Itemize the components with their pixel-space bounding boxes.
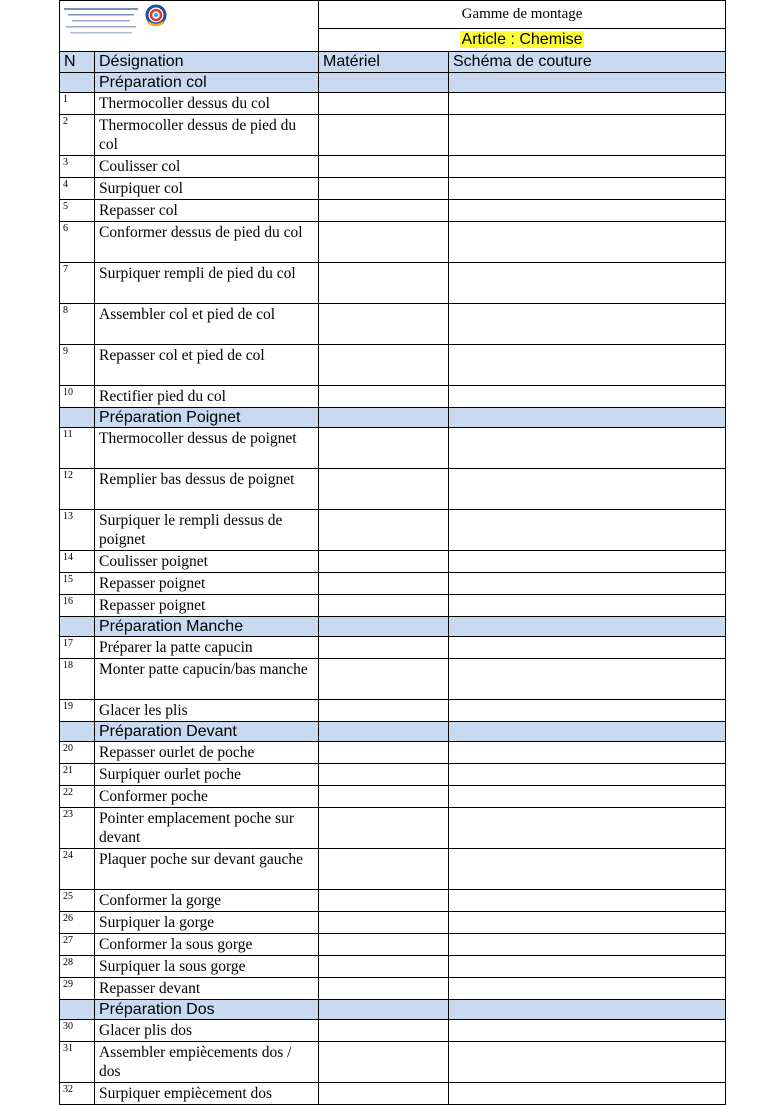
operation-row [60, 222, 726, 263]
operation-schema-cell [449, 742, 726, 764]
operation-materiel-cell [319, 1083, 449, 1105]
section-materiel [319, 722, 449, 742]
operation-row [60, 573, 726, 595]
operation-materiel-cell [319, 956, 449, 978]
operation-schema-cell [449, 386, 726, 408]
section-schema [449, 1000, 726, 1020]
operation-designation: Surpiquer le rempli dessus de poignet [95, 510, 319, 551]
operation-designation: Glacer les plis [95, 700, 319, 722]
operation-materiel-cell [319, 849, 449, 890]
operation-schema-cell [449, 808, 726, 849]
ofppt-logo-icon [60, 2, 188, 50]
operation-row [60, 849, 726, 890]
operation-number: 17 [60, 637, 95, 659]
operation-number: 24 [60, 849, 95, 890]
operation-number: 14 [60, 551, 95, 573]
header-title-row [60, 1, 726, 29]
operation-schema-cell [449, 156, 726, 178]
section-header-row [60, 1000, 726, 1020]
operation-number: 10 [60, 386, 95, 408]
section-spacer [60, 408, 95, 428]
operation-materiel-cell [319, 595, 449, 617]
operation-number: 26 [60, 912, 95, 934]
operation-materiel-cell [319, 263, 449, 304]
col-header-schema: Schéma de couture [449, 52, 726, 73]
section-title: Préparation Poignet [95, 408, 319, 428]
section-spacer [60, 73, 95, 93]
operation-number: 15 [60, 573, 95, 595]
operation-designation: Repasser poignet [95, 573, 319, 595]
operation-materiel-cell [319, 700, 449, 722]
col-header-n: N [60, 52, 95, 73]
operation-materiel-cell [319, 786, 449, 808]
operation-schema-cell [449, 978, 726, 1000]
operation-designation: Rectifier pied du col [95, 386, 319, 408]
operation-materiel-cell [319, 573, 449, 595]
operation-designation: Surpiquer rempli de pied du col [95, 263, 319, 304]
assembly-table [59, 0, 726, 1105]
operation-schema-cell [449, 595, 726, 617]
operation-schema-cell [449, 93, 726, 115]
section-header-row [60, 722, 726, 742]
operation-number: 30 [60, 1020, 95, 1042]
operation-number: 29 [60, 978, 95, 1000]
operation-designation: Surpiquer la sous gorge [95, 956, 319, 978]
section-title: Préparation Dos [95, 1000, 319, 1020]
operation-materiel-cell [319, 386, 449, 408]
operation-materiel-cell [319, 428, 449, 469]
operation-schema-cell [449, 469, 726, 510]
column-header-row [60, 52, 726, 73]
operation-designation: Surpiquer empiècement dos [95, 1083, 319, 1105]
operation-materiel-cell [319, 742, 449, 764]
section-spacer [60, 617, 95, 637]
operation-row [60, 934, 726, 956]
operation-row [60, 956, 726, 978]
operation-materiel-cell [319, 934, 449, 956]
col-header-designation: Désignation [95, 52, 319, 73]
operation-row [60, 200, 726, 222]
operation-row [60, 978, 726, 1000]
operation-schema-cell [449, 263, 726, 304]
operation-row [60, 178, 726, 200]
operation-row [60, 156, 726, 178]
operation-row [60, 115, 726, 156]
operation-schema-cell [449, 573, 726, 595]
section-materiel [319, 1000, 449, 1020]
section-schema [449, 617, 726, 637]
operation-number: 5 [60, 200, 95, 222]
operation-designation: Monter patte capucin/bas manche [95, 659, 319, 700]
operation-row [60, 808, 726, 849]
operation-schema-cell [449, 510, 726, 551]
section-spacer [60, 722, 95, 742]
operation-designation: Conformer poche [95, 786, 319, 808]
operation-number: 31 [60, 1042, 95, 1083]
ofppt-logo [60, 2, 188, 50]
operation-materiel-cell [319, 222, 449, 263]
operation-number: 27 [60, 934, 95, 956]
operation-row [60, 304, 726, 345]
operation-materiel-cell [319, 345, 449, 386]
operation-designation: Coulisser col [95, 156, 319, 178]
operation-designation: Remplier bas dessus de poignet [95, 469, 319, 510]
section-title: Préparation col [95, 73, 319, 93]
operation-number: 32 [60, 1083, 95, 1105]
operation-schema-cell [449, 912, 726, 934]
operation-row [60, 700, 726, 722]
operation-materiel-cell [319, 1042, 449, 1083]
operation-row [60, 764, 726, 786]
operation-row [60, 595, 726, 617]
operation-number: 16 [60, 595, 95, 617]
operation-number: 28 [60, 956, 95, 978]
col-header-materiel: Matériel [319, 52, 449, 73]
operation-designation: Surpiquer ourlet poche [95, 764, 319, 786]
operation-row [60, 1042, 726, 1083]
operation-row [60, 93, 726, 115]
article-label: Article : Chemise [461, 30, 583, 48]
operation-number: 2 [60, 115, 95, 156]
section-title: Préparation Manche [95, 617, 319, 637]
operation-schema-cell [449, 304, 726, 345]
section-materiel [319, 617, 449, 637]
operation-designation: Assembler col et pied de col [95, 304, 319, 345]
operation-materiel-cell [319, 764, 449, 786]
operation-number: 9 [60, 345, 95, 386]
section-header-row [60, 73, 726, 93]
operation-number: 19 [60, 700, 95, 722]
operation-number: 12 [60, 469, 95, 510]
operation-designation: Assembler empiècements dos / dos [95, 1042, 319, 1083]
operation-number: 18 [60, 659, 95, 700]
operation-schema-cell [449, 345, 726, 386]
section-header-row [60, 617, 726, 637]
operation-number: 7 [60, 263, 95, 304]
operation-materiel-cell [319, 510, 449, 551]
operation-materiel-cell [319, 469, 449, 510]
operation-materiel-cell [319, 115, 449, 156]
operation-schema-cell [449, 551, 726, 573]
operation-materiel-cell [319, 200, 449, 222]
operation-schema-cell [449, 659, 726, 700]
operation-schema-cell [449, 637, 726, 659]
operation-materiel-cell [319, 978, 449, 1000]
section-materiel [319, 408, 449, 428]
operation-schema-cell [449, 1020, 726, 1042]
operation-designation: Repasser ourlet de poche [95, 742, 319, 764]
operation-row [60, 890, 726, 912]
operation-materiel-cell [319, 156, 449, 178]
operation-materiel-cell [319, 551, 449, 573]
section-schema [449, 73, 726, 93]
operation-schema-cell [449, 1042, 726, 1083]
operation-designation: Thermocoller dessus de poignet [95, 428, 319, 469]
operation-schema-cell [449, 428, 726, 469]
operation-number: 20 [60, 742, 95, 764]
operation-row [60, 551, 726, 573]
operation-row [60, 469, 726, 510]
operation-materiel-cell [319, 637, 449, 659]
operation-row [60, 428, 726, 469]
operation-designation: Plaquer poche sur devant gauche [95, 849, 319, 890]
operation-row [60, 786, 726, 808]
operation-designation: Préparer la patte capucin [95, 637, 319, 659]
operation-schema-cell [449, 200, 726, 222]
operation-number: 13 [60, 510, 95, 551]
section-title: Préparation Devant [95, 722, 319, 742]
operation-schema-cell [449, 956, 726, 978]
operation-designation: Pointer emplacement poche sur devant [95, 808, 319, 849]
operation-designation: Repasser col [95, 200, 319, 222]
operation-number: 4 [60, 178, 95, 200]
operation-designation: Surpiquer col [95, 178, 319, 200]
operation-row [60, 1020, 726, 1042]
operation-materiel-cell [319, 304, 449, 345]
operation-row [60, 263, 726, 304]
operation-number: 11 [60, 428, 95, 469]
operation-schema-cell [449, 786, 726, 808]
operation-designation: Conformer la sous gorge [95, 934, 319, 956]
document-title: Gamme de montage [319, 1, 726, 29]
operation-number: 22 [60, 786, 95, 808]
operation-designation: Surpiquer la gorge [95, 912, 319, 934]
operation-materiel-cell [319, 659, 449, 700]
operation-designation: Thermocoller dessus de pied du col [95, 115, 319, 156]
operation-schema-cell [449, 764, 726, 786]
section-spacer [60, 1000, 95, 1020]
operation-schema-cell [449, 1083, 726, 1105]
operation-number: 1 [60, 93, 95, 115]
operation-materiel-cell [319, 178, 449, 200]
operation-designation: Thermocoller dessus du col [95, 93, 319, 115]
operation-number: 21 [60, 764, 95, 786]
operation-materiel-cell [319, 93, 449, 115]
section-materiel [319, 73, 449, 93]
section-schema [449, 408, 726, 428]
operation-schema-cell [449, 222, 726, 263]
article-cell [319, 28, 726, 51]
operation-row [60, 1083, 726, 1105]
operation-number: 25 [60, 890, 95, 912]
operation-materiel-cell [319, 1020, 449, 1042]
operation-designation: Repasser poignet [95, 595, 319, 617]
operation-schema-cell [449, 890, 726, 912]
section-header-row [60, 408, 726, 428]
operation-schema-cell [449, 700, 726, 722]
operation-number: 3 [60, 156, 95, 178]
operation-row [60, 345, 726, 386]
operation-row [60, 510, 726, 551]
operation-materiel-cell [319, 890, 449, 912]
operation-designation: Conformer dessus de pied du col [95, 222, 319, 263]
operation-designation: Repasser col et pied de col [95, 345, 319, 386]
operation-row [60, 386, 726, 408]
operation-number: 8 [60, 304, 95, 345]
operation-schema-cell [449, 115, 726, 156]
operation-schema-cell [449, 178, 726, 200]
section-schema [449, 722, 726, 742]
operation-row [60, 742, 726, 764]
operation-schema-cell [449, 849, 726, 890]
operation-designation: Glacer plis dos [95, 1020, 319, 1042]
operation-designation: Coulisser poignet [95, 551, 319, 573]
operation-row [60, 659, 726, 700]
operation-materiel-cell [319, 912, 449, 934]
operation-number: 6 [60, 222, 95, 263]
operation-row [60, 637, 726, 659]
document-page [59, 0, 725, 1105]
operation-designation: Repasser devant [95, 978, 319, 1000]
operation-schema-cell [449, 934, 726, 956]
operation-number: 23 [60, 808, 95, 849]
operation-materiel-cell [319, 808, 449, 849]
logo-cell [60, 1, 319, 52]
operation-row [60, 912, 726, 934]
operation-designation: Conformer la gorge [95, 890, 319, 912]
